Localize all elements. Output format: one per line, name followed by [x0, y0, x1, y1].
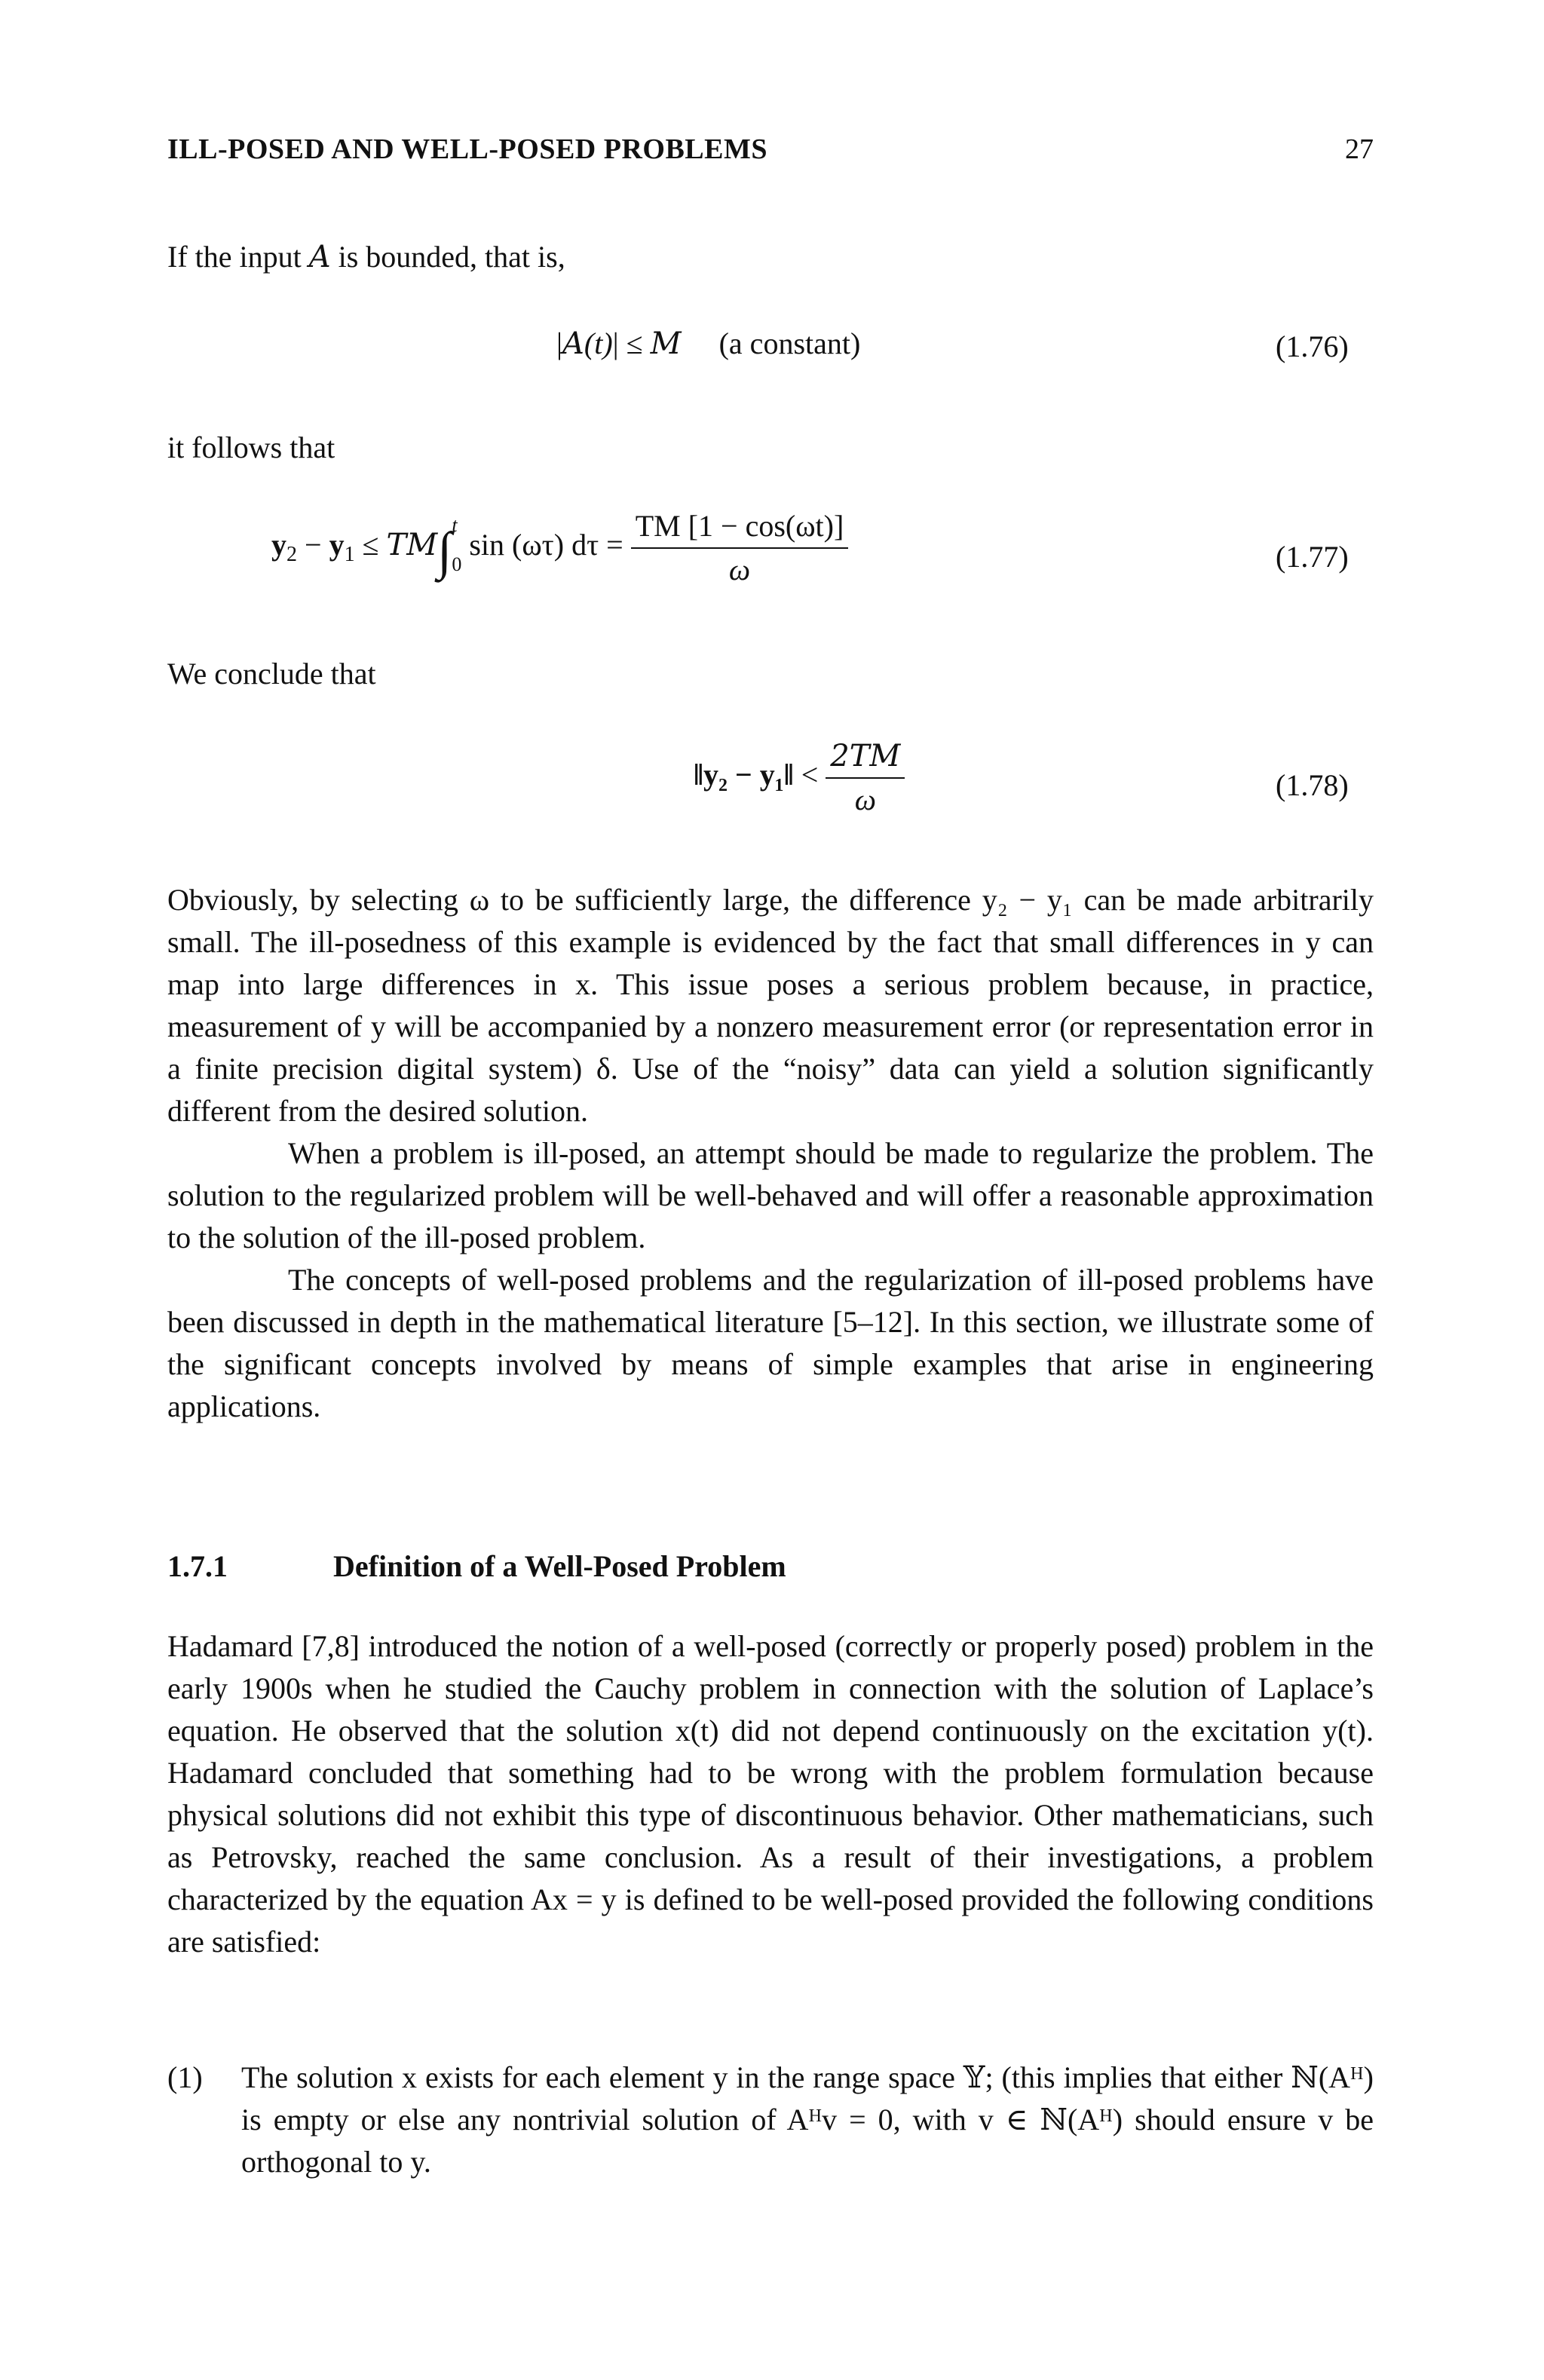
norm-expression: ‖y₂ − y₁‖ [694, 758, 794, 792]
le-sign: ≤ [618, 326, 651, 360]
paragraph-1: Obviously, by selecting ω to be sufficiently large, the difference y₂ − y₁ can be made arbitrarily small. The ill-posedness of this example is evidenced by the fact that small differences in y can map into large differences in x. This issue poses a serious problem because, in practice, measurement of y will be accompanied by a nonzero measurement error (or representation error in a finite precision digital system) δ. Use of the “noisy” data can yield a solution significantly different from the desired solution. [167, 883, 1374, 1128]
intro-prefix: If the input [167, 240, 309, 274]
constant-symbol: TM [386, 528, 438, 563]
operator-symbol: A [562, 326, 584, 361]
bound-symbol: M [650, 326, 682, 361]
sub-1: 1 [344, 543, 355, 567]
sub-2: 2 [286, 543, 297, 567]
list-item [167, 2057, 1374, 2183]
lt-sign: < [793, 758, 826, 792]
intro-sentence [167, 236, 565, 278]
section-title: Definition of a Well-Posed Problem [333, 1549, 786, 1583]
minus-sign: − [297, 528, 329, 562]
fraction-1-78 [826, 735, 905, 821]
le-sign: ≤ [354, 528, 387, 562]
condition-list [167, 2057, 1374, 2183]
denominator: ω [854, 783, 876, 816]
section-number: 1.7.1 [167, 1549, 228, 1583]
integral-limits [452, 514, 461, 576]
numerator: TM [1 − cos(ωt)] [631, 505, 849, 549]
section-heading [167, 1548, 786, 1584]
intro-suffix: is bounded, that is, [330, 240, 565, 274]
operator-symbol: A [308, 240, 331, 274]
abs-bar-left: | [556, 326, 563, 360]
equation-note: (a constant) [718, 326, 861, 360]
page-number: 27 [1345, 133, 1374, 165]
section-paragraph: Hadamard [7,8] introduced the notion of a well-posed (correctly or properly posed) problem in the early 1900s when he studied the Cauchy problem in connection with the solution of Laplace’s equation. He observed that the solution x(t) did not depend continuously on the excitation y(t). Hadamard concluded that something had to be wrong with the problem formulation because physical solutions did not exhibit this type of discontinuous behavior. Other mathematicians, such as Petrovsky, reached the same conclusion. As a result of their investigations, a problem characterized by the equation Ax = y is defined to be well-posed provided the following conditions are satisfied: [167, 1629, 1374, 1959]
equation-1-78 [694, 735, 905, 821]
upper-limit: t [452, 514, 458, 536]
running-header [167, 133, 1374, 178]
fraction-1-77 [631, 505, 849, 591]
integral-sign: ∫ [437, 522, 452, 581]
conclude-text: We conclude that [167, 657, 376, 691]
list-item-text: The solution x exists for each element y in the range space 𝕐; (this implies that either ℕ(Aᴴ) is empty or else any nontrivial solution of Aᴴv = 0, with v ∈ ℕ(Aᴴ) should ensure v be orthogonal to y. [241, 2060, 1374, 2179]
equation-number-1-77: (1.77) [1276, 540, 1349, 574]
y1: y [329, 528, 345, 562]
section-paragraph-block [167, 1625, 1374, 1963]
equation-1-77 [271, 505, 848, 591]
abs-bar-right: | [612, 326, 619, 360]
equation-1-76 [556, 323, 860, 365]
integrand: sin (ωτ) dτ = [461, 528, 631, 562]
equation-number-1-78: (1.78) [1276, 768, 1349, 802]
argument: (t) [584, 326, 613, 360]
follows-text: it follows that [167, 430, 335, 464]
denominator: ω [728, 553, 751, 587]
lower-limit: 0 [452, 553, 462, 575]
y2: y [271, 528, 286, 562]
running-title: ILL-POSED AND WELL-POSED PROBLEMS [167, 133, 768, 165]
paragraph-3: The concepts of well-posed problems and the regularization of ill-posed problems have been discussed in depth in the mathematical literature [5–12]. In this section, we illustrate some of the significant concepts involved by means of simple examples that arise in engineering applications. [167, 1263, 1374, 1423]
list-item-label: (1) [167, 2060, 203, 2094]
numerator: 2TM [826, 735, 905, 779]
equation-number-1-76: (1.76) [1276, 329, 1349, 363]
paragraph-2: When a problem is ill-posed, an attempt should be made to regularize the problem. The solution to the regularized problem will be well-behaved and will offer a reasonable approximation to the solution of the ill-posed problem. [167, 1136, 1374, 1254]
body-paragraphs [167, 879, 1374, 1428]
